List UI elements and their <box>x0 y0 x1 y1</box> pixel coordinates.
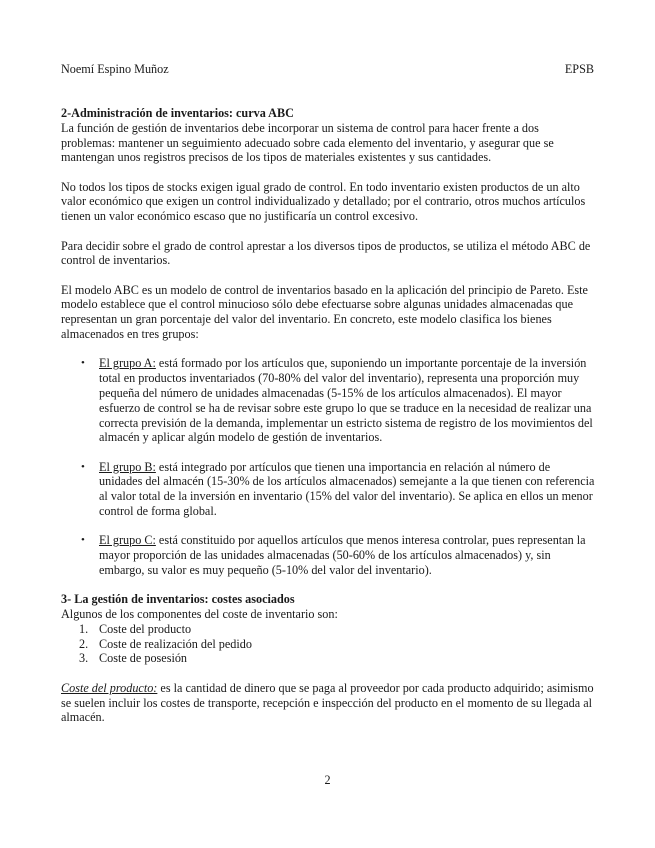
list-item-group-a <box>61 356 596 445</box>
cost-components-list <box>61 622 596 666</box>
section-2-paragraph-4: El modelo ABC es un modelo de control de inventarios basado en la aplicación del principio de Pareto. Este modelo establece que el control minucioso sólo debe efectuarse sobre algunas unidades almacenadas que representan un gran porcentaje del valor del inventario. En concreto, este modelo clasifica los bienes almacenados en tres grupos: <box>61 282 588 342</box>
list-number: 3. <box>79 651 89 666</box>
section-3-intro: Algunos de los componentes del coste de inventario son: <box>61 607 338 622</box>
group-a-label: El grupo A: <box>99 356 156 371</box>
section-2-paragraph-1: La función de gestión de inventarios debe incorporar un sistema de control para hacer frente a dos problemas: mantener un seguimiento adecuado sobre cada elemento del inventario, y asegurar que se mantengan unos registros precisos de los tipos de materiales existentes y sus cantidades. <box>61 120 554 165</box>
header-org: EPSB <box>564 62 594 76</box>
page-header <box>61 62 594 78</box>
section-3-title: 3- La gestión de inventarios: costes asociados <box>61 592 295 607</box>
list-number: 1. <box>79 621 89 636</box>
list-item-text: Coste de realización del pedido <box>99 636 252 651</box>
group-b-label: El grupo B: <box>99 459 156 474</box>
list-item-cost-2 <box>61 637 596 652</box>
group-c-label: El grupo C: <box>99 533 156 548</box>
section-2-paragraph-2: No todos los tipos de stocks exigen igual grado de control. En todo inventario existen productos de un alto valor económico que exigen un control individualizado y detallado; por el contrario, otros muchos artículos tienen un valor económico escaso que no justificaría un control excesivo. <box>61 179 586 224</box>
list-item-group-c <box>61 533 596 577</box>
page-content <box>61 106 596 740</box>
group-a-text: está formado por los artículos que, suponiendo un importante porcentaje de la inversión total en productos inventariados (70-80% del valor del inventario), representa una proporción muy pequeña del número de unidades almacenadas (5-15% de los artículos almacenados). El mayor esfuerzo de control se ha de revisar sobre este grupo lo que se traduce en la necesidad de realizar una correcta previsión de la demanda, implementar un estricto sistema de registro de los movimientos del almacén y aplicar algún modelo de gestión de inventarios. <box>99 356 593 445</box>
section-2-title: 2-Administración de inventarios: curva ABC <box>61 106 294 120</box>
product-cost-term: Coste del producto: <box>61 680 158 695</box>
list-item-cost-1 <box>61 622 596 637</box>
list-item-cost-3 <box>61 651 596 666</box>
product-cost-text: es la cantidad de dinero que se paga al proveedor por cada producto adquirido; asimismo se suelen incluir los costes de transporte, recepción e inspección del producto en el momento de su llegada al almacén. <box>61 680 594 725</box>
product-cost-definition <box>61 681 596 725</box>
group-b-text: está integrado por artículos que tienen una importancia en relación al número de unidades del almacén (15-30% de los artículos almacenados) semejante a la que tienen con referencia al valor total de la inversión en inventario (15% del valor del inventario). Se aplica en ellos un menor control de forma global. <box>99 459 595 519</box>
header-author: Noemí Espino Muñoz <box>61 62 169 76</box>
list-item-text: Coste del producto <box>99 621 192 636</box>
list-item-group-b <box>61 460 596 519</box>
abc-groups-list <box>61 356 596 577</box>
page-number: 2 <box>324 773 331 787</box>
group-c-text: está constituido por aquellos artículos que menos interesa controlar, pues representan la mayor proporción de las unidades almacenadas (50-60% de los artículos almacenados) y, sin embargo, su valor es muy pequeño (5-10% del valor del inventario). <box>99 533 586 577</box>
section-2-paragraph-3: Para decidir sobre el grado de control aprestar a los diversos tipos de productos, se utiliza el método ABC de control de inventarios. <box>61 238 591 268</box>
list-item-text: Coste de posesión <box>99 651 188 666</box>
list-number: 2. <box>79 636 89 651</box>
